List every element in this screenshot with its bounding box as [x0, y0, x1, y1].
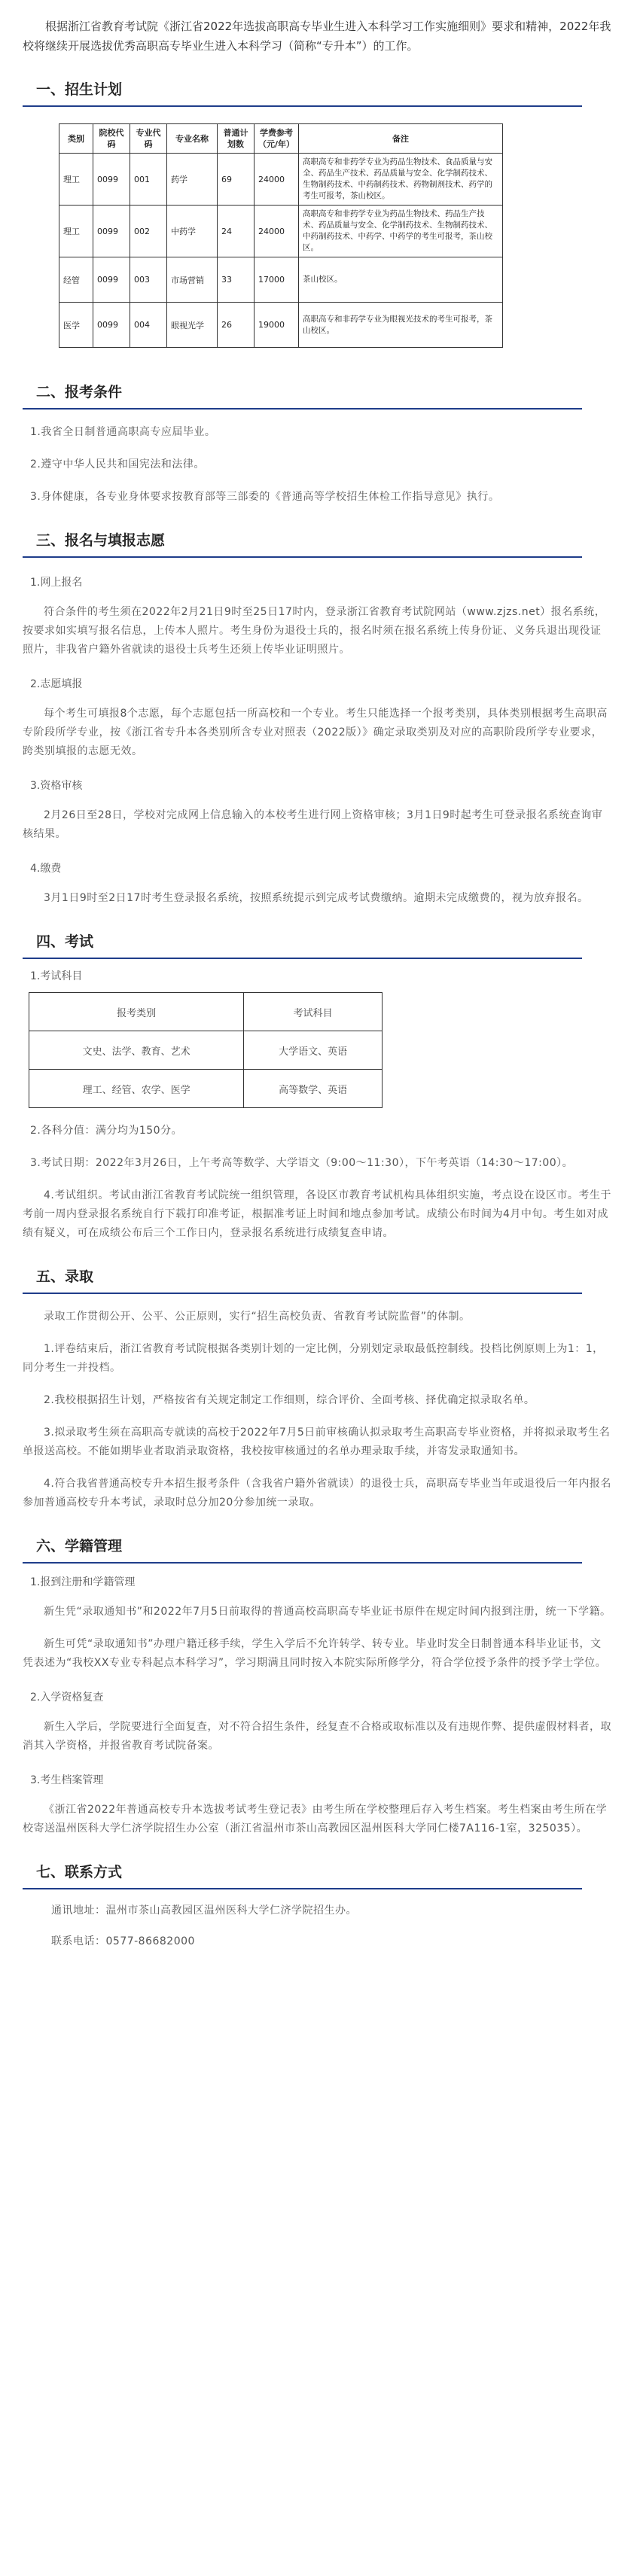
section-heading: 四、考试 [36, 933, 94, 950]
subsection-heading: 4.缴费 [30, 863, 62, 875]
cell: 0099 [93, 257, 130, 303]
cell: 003 [130, 257, 167, 303]
paragraph: 新生可凭“录取通知书”办理户籍迁移手续，学生入学后不允许转学、转专业。毕业时发全日制普通本科毕业证书，文凭表述为“我校XX专业专科起点本科学习”，学习期满且同时按入本院实际所修学分，符合学位授予条件的授予学士学位。 [23, 1638, 607, 1669]
paragraph: 4.符合我省普通高校专升本招生报考条件（含我省户籍外省就读）的退役士兵，高职高专毕业当年或退役后一年内报名参加普通高校专升本考试，录取时总分加20分参加统一录取。 [23, 1478, 611, 1509]
table-row [59, 303, 503, 348]
section-divider [23, 556, 582, 558]
cell: 24 [218, 206, 255, 257]
section-title-admission [23, 1262, 611, 1288]
paragraph: 3.考试日期：2022年3月26日，上午考高等数学、大学语文（9:00～11:30），下午考英语（14:30～17:00）。 [30, 1157, 574, 1169]
section-heading: 三、报名与填报志愿 [36, 531, 166, 549]
section-title-exam [23, 927, 611, 953]
cell: 理工 [59, 154, 93, 206]
section-title-eligibility [23, 378, 611, 403]
paragraph: 每个考生可填报8个志愿，每个志愿包括一所高校和一个专业。考生只能选择一个报考类别，具体类别根据考生高职高专阶段所学专业，按《浙江省专升本各类别所含专业对照表（2022版）》确定录取类别及对应的高职阶段所学专业要求，跨类别填报的志愿无效。 [23, 708, 608, 757]
section-divider [23, 1293, 582, 1294]
cell: 理工、经管、农学、医学 [29, 1070, 244, 1108]
cell: 24000 [255, 206, 299, 257]
subsection-heading: 1.报到注册和学籍管理 [30, 1576, 136, 1588]
paragraph: 2.我校根据招生计划，严格按省有关规定制定工作细则，综合评价、全面考核、择优确定拟录取名单。 [44, 1394, 535, 1406]
cell: 0099 [93, 303, 130, 348]
paragraph: 新生凭“录取通知书”和2022年7月5日前取得的普通高校高职高专毕业证书原件在规定时间内报到注册，统一下学籍。 [44, 1606, 611, 1618]
table-row [59, 206, 503, 257]
exam-subjects-table [29, 992, 383, 1108]
section-title-contact [23, 1858, 611, 1883]
subsection-heading: 1.考试科目 [30, 970, 83, 982]
list-item: 1.我省全日制普通高职高专应届毕业。 [30, 426, 216, 438]
cell: 大学语文、英语 [244, 1031, 383, 1070]
header-plan-count: 普通计划数 [218, 124, 255, 154]
list-item: 3.身体健康，各专业身体要求按教育部等三部委的《普通高等学校招生体检工作指导意见》执行。 [30, 491, 500, 503]
paragraph: 《浙江省2022年普通高校专升本选拔考试考生登记表》由考生所在学校整理后存入考生档案。考生档案由考生所在学校寄送温州医科大学仁济学院招生办公室（浙江省温州市茶山高教园区温州医科大学同仁楼7A116-1室，325035）。 [23, 1804, 608, 1835]
cell: 0099 [93, 206, 130, 257]
section-heading: 一、招生计划 [36, 81, 123, 98]
paragraph: 符合条件的考生须在2022年2月21日9时至25日17时内，登录浙江省教育考试院网站（www.zjzs.net）报名系统，按要求如实填写报名信息，上传本人照片。考生身份为退役士兵的，报名时须在报名系统上传身份证、义务兵退出现役证照片，非我省户籍外省就读的退役士兵考生还须上传毕业证明照片。 [23, 606, 606, 656]
cell: 眼视光学 [167, 303, 218, 348]
section-title-student-records [23, 1532, 611, 1557]
section-heading: 六、学籍管理 [36, 1537, 123, 1554]
section-divider [23, 958, 582, 959]
paragraph: 新生入学后，学院要进行全面复查，对不符合招生条件，经复查不合格或取标准以及有违规作弊、提供虚假材料者，取消其入学资格，并报省教育考试院备案。 [23, 1721, 611, 1752]
cell: 高等数学、英语 [244, 1070, 383, 1108]
section-divider [23, 105, 582, 107]
cell: 26 [218, 303, 255, 348]
cell: 中药学 [167, 206, 218, 257]
header-school-code: 院校代码 [93, 124, 130, 154]
section-divider [23, 1562, 582, 1564]
cell: 002 [130, 206, 167, 257]
section-divider [23, 408, 582, 410]
section-heading: 七、联系方式 [36, 1863, 123, 1880]
subsection-heading: 3.资格审核 [30, 780, 83, 792]
subsection-heading: 2.志愿填报 [30, 678, 83, 690]
subsection-heading: 3.考生档案管理 [30, 1774, 104, 1786]
contact-phone: 联系电话：0577-86682000 [51, 1935, 195, 1947]
cell-remark: 高职高专和非药学专业为眼视光技术的考生可报考，茶山校区。 [299, 303, 503, 348]
section-heading: 二、报考条件 [36, 383, 123, 400]
cell-remark: 高职高专和非药学专业为药品生物技术、食品质量与安全、药品生产技术、药品质量与安全、化学制药技术、生物制药技术、中药制药技术、药物制剂技术、药学的考生可报考，茶山校区。 [299, 154, 503, 206]
cell: 69 [218, 154, 255, 206]
cell: 理工 [59, 206, 93, 257]
section-divider [23, 1888, 582, 1889]
header-major-name: 专业名称 [167, 124, 218, 154]
paragraph: 2.各科分值：满分均为150分。 [30, 1125, 183, 1137]
cell: 001 [130, 154, 167, 206]
cell: 文史、法学、教育、艺术 [29, 1031, 244, 1070]
header-tuition: 学费参考（元/年） [255, 124, 299, 154]
list-item: 2.遵守中华人民共和国宪法和法律。 [30, 458, 205, 470]
header-category: 报考类别 [29, 993, 244, 1031]
header-subjects: 考试科目 [244, 993, 383, 1031]
table-header-row [29, 993, 383, 1031]
table-row [29, 1070, 383, 1108]
contact-address: 通讯地址：温州市茶山高教园区温州医科大学仁济学院招生办。 [51, 1905, 357, 1917]
cell: 17000 [255, 257, 299, 303]
table-header-row [59, 124, 503, 154]
cell: 004 [130, 303, 167, 348]
paragraph: 1.评卷结束后，浙江省教育考试院根据各类别计划的一定比例，分别划定录取最低控制线。投档比例原则上为1：1，同分考生一并投档。 [23, 1343, 604, 1374]
enrollment-plan-table [59, 123, 503, 348]
table-row [59, 257, 503, 303]
subsection-heading: 2.入学资格复查 [30, 1691, 104, 1704]
cell: 0099 [93, 154, 130, 206]
paragraph: 3月1日9时至2日17时考生登录报名系统，按照系统提示到完成考试费缴纳。逾期未完成缴费的，视为放弃报名。 [44, 892, 589, 904]
cell-remark: 高职高专和非药学专业为药品生物技术、药品生产技术、药品质量与安全、化学制药技术、生物制药技术、中药制药技术、中药学、中药学的考生可报考，茶山校区。 [299, 206, 503, 257]
subsection-heading: 1.网上报名 [30, 577, 83, 589]
cell: 24000 [255, 154, 299, 206]
section-title-registration [23, 526, 611, 552]
header-major-code: 专业代码 [130, 124, 167, 154]
cell: 药学 [167, 154, 218, 206]
intro-paragraph: 根据浙江省教育考试院《浙江省2022年选拔高职高专毕业生进入本科学习工作实施细则》要求和精神，2022年我校将继续开展选拔优秀高职高专毕业生进入本科学习（简称“专升本”）的工作。 [23, 20, 611, 53]
cell: 市场营销 [167, 257, 218, 303]
cell: 经管 [59, 257, 93, 303]
cell-remark: 茶山校区。 [299, 257, 503, 303]
paragraph: 3.拟录取考生须在高职高专就读的高校于2022年7月5日前审核确认拟录取考生高职高专毕业资格，并将拟录取考生名单报送高校。不能如期毕业者取消录取资格，我校按审核通过的名单办理录取手续，并寄发录取通知书。 [23, 1427, 611, 1457]
paragraph: 4.考试组织。考试由浙江省教育考试院统一组织管理，各设区市教育考试机构具体组织实施，考点设在设区市。考生于考前一周内登录报名系统自行下载打印准考证，根据准考证上时间和地点参加考试。成绩公布时间为4月中旬。考生如对成绩有疑义，可在成绩公布后三个工作日内，登录报名系统进行成绩复查申请。 [23, 1189, 611, 1239]
section-heading: 五、录取 [36, 1268, 94, 1285]
section-title-plan [23, 75, 611, 101]
table-row [29, 1031, 383, 1070]
cell: 19000 [255, 303, 299, 348]
paragraph: 2月26日至28日，学校对完成网上信息输入的本校考生进行网上资格审核；3月1日9时起考生可登录报名系统查询审核结果。 [23, 809, 603, 840]
paragraph: 录取工作贯彻公开、公平、公正原则，实行“招生高校负责、省教育考试院监督”的体制。 [44, 1311, 471, 1323]
cell: 33 [218, 257, 255, 303]
header-remarks: 备注 [299, 124, 503, 154]
header-category: 类别 [59, 124, 93, 154]
cell: 医学 [59, 303, 93, 348]
table-row [59, 154, 503, 206]
